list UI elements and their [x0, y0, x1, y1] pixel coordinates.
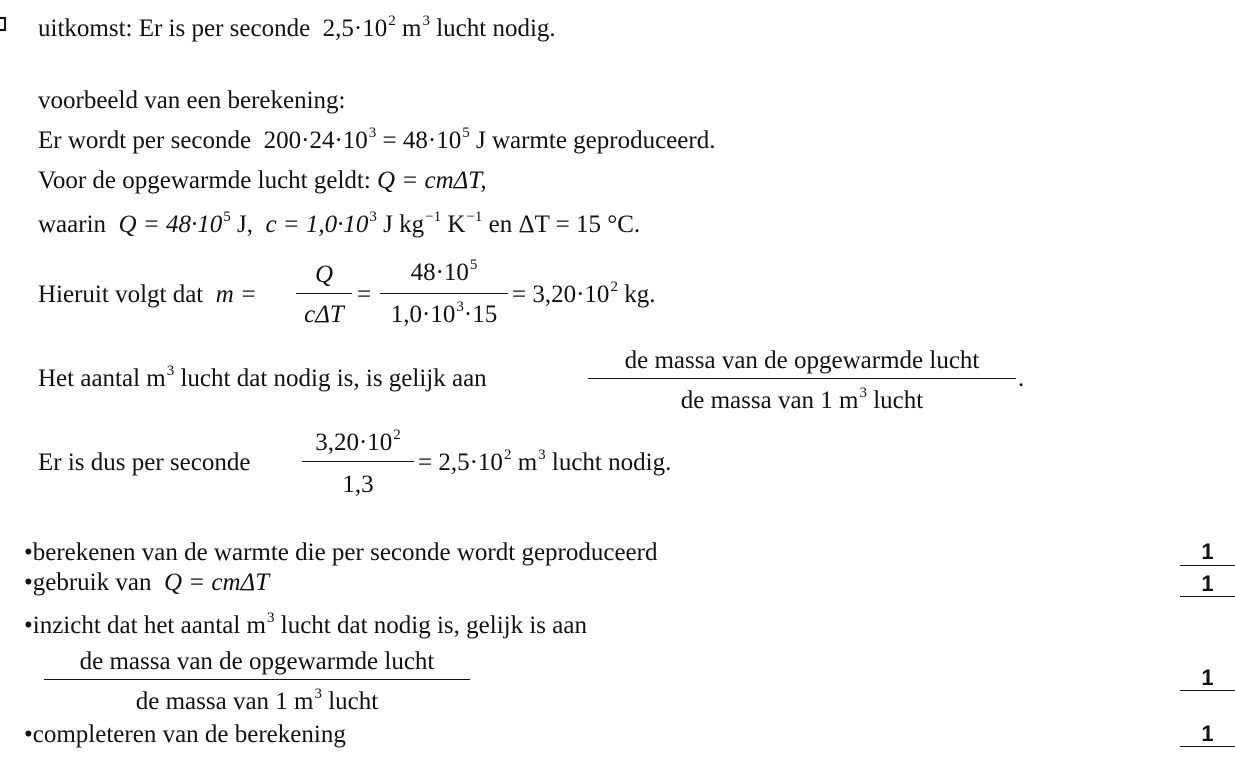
final-result	[418, 447, 672, 476]
line6-result: = 2,5·10	[418, 449, 503, 476]
fraction-final	[302, 428, 414, 500]
line4-eq: =	[357, 281, 372, 308]
bullet-icon: •	[24, 721, 33, 748]
frac2-den-text: 1,0·10	[390, 301, 456, 328]
score-underline	[1180, 596, 1235, 597]
frac-final-numerator	[302, 427, 414, 456]
frac2-numerator	[380, 257, 508, 286]
fraction-numeric	[380, 258, 508, 330]
line3-c-unit-a: J kg	[383, 211, 425, 238]
line1-expr-a: 200·24·10	[263, 127, 368, 154]
scoring-text: completeren van de berekening	[32, 721, 346, 748]
line3-c-unit-b: K	[447, 211, 466, 238]
checkbox-icon	[0, 17, 6, 31]
heat-production-line	[38, 125, 716, 154]
line3-q-exp: 5	[223, 209, 231, 225]
fraction-q-over-cdt	[296, 262, 352, 328]
line3-q-unit: J,	[236, 211, 253, 238]
line4-unit: kg.	[624, 281, 656, 308]
fraction-bar	[296, 293, 352, 294]
scoring-item	[24, 610, 587, 639]
line2-pre: Voor de opgewarmde lucht geldt:	[38, 167, 371, 194]
line6-tail: lucht nodig.	[551, 449, 672, 476]
result-unit: m	[402, 15, 422, 42]
frac-mass-numerator: de massa van de opgewarmde lucht	[624, 347, 980, 374]
scoring-item	[24, 540, 657, 565]
frac1-denominator: cΔT	[304, 301, 344, 328]
frac-mass-den-b: lucht	[873, 387, 924, 414]
line1-exp-a: 3	[368, 125, 377, 141]
fraction-bar	[380, 293, 508, 294]
bullet-icon: •	[24, 539, 33, 566]
example-heading: voorbeeld van een berekening:	[38, 87, 346, 114]
scoring-fraction	[44, 647, 470, 717]
score-underline	[1180, 690, 1235, 691]
bullet-icon: •	[24, 612, 33, 639]
scoring-exp: 3	[267, 610, 275, 626]
line3-q: Q = 48·10	[118, 211, 223, 238]
frac2-den-tail: ·15	[463, 301, 498, 328]
score-points: 1	[1201, 721, 1214, 746]
scoring-frac-den-b: lucht	[328, 688, 379, 715]
volume-line-pre	[38, 363, 487, 392]
score-underline	[1180, 565, 1235, 566]
frac2-denominator	[380, 299, 508, 328]
scoring-text: gebruik van	[32, 569, 152, 596]
scoring-text: berekenen van de warmte die per seconde wordt geproduceerd	[32, 539, 658, 566]
result-exp: 2	[388, 13, 396, 29]
line4-m: m =	[215, 281, 257, 308]
scoring-frac-den-a: de massa van 1 m	[135, 688, 314, 715]
scoring-text: inzicht dat het aantal m	[32, 612, 267, 639]
line6-unit: m	[517, 449, 538, 476]
scoring-text-post: lucht dat nodig is, gelijk is aan	[280, 612, 587, 639]
formula-line	[38, 168, 487, 193]
fraction-bar	[302, 461, 414, 462]
line6-pre: Er is dus per seconde	[38, 449, 251, 476]
result-unit-exp: 3	[422, 13, 430, 29]
line5-dot: .	[1018, 365, 1025, 392]
frac1-numerator: Q	[314, 261, 334, 288]
scoring-frac-numerator: de massa van de opgewarmde lucht	[79, 648, 435, 675]
line3-c-exp: 3	[369, 209, 377, 225]
frac2-num-exp: 5	[469, 257, 478, 273]
frac-mass-denominator	[588, 385, 1016, 414]
fraction-bar	[44, 679, 470, 680]
line4-result: = 3,20·10	[512, 281, 610, 308]
given-values-line	[38, 209, 641, 238]
mass-result	[512, 279, 656, 308]
scoring-formula: Q = cmΔT	[163, 569, 270, 596]
scoring-frac-den-exp: 3	[314, 686, 322, 702]
score-points: 1	[1201, 665, 1214, 690]
result-line	[38, 13, 556, 42]
frac-final-num-exp: 2	[393, 427, 401, 443]
bullet-icon: •	[24, 569, 33, 596]
line5-pre-exp: 3	[166, 363, 175, 379]
line3-c-unit-b-exp: −1	[466, 209, 483, 225]
frac2-num-text: 48·10	[410, 259, 469, 286]
line6-unit-exp: 3	[538, 447, 546, 463]
line3-dt: en ΔT = 15 °C.	[488, 211, 641, 238]
result-value: 2,5·10	[322, 15, 388, 42]
line1-expr-b: = 48·10	[376, 127, 462, 154]
frac-mass-den-a: de massa van 1 m	[680, 387, 859, 414]
frac2-den-exp: 3	[456, 299, 464, 315]
mass-line-pre	[38, 282, 257, 307]
score-underline	[1180, 746, 1235, 747]
line1-exp-b: 5	[462, 125, 470, 141]
line4-pre: Hieruit volgt dat	[38, 281, 204, 308]
result-tail: lucht nodig.	[436, 15, 556, 42]
frac-mass-den-exp: 3	[859, 385, 867, 401]
line5-mid: lucht dat nodig is, is gelijk aan	[180, 365, 487, 392]
line5-pre: Het aantal m	[38, 365, 166, 392]
line1-pre: Er wordt per seconde	[38, 127, 252, 154]
line3-pre: waarin	[38, 211, 107, 238]
score-points: 1	[1201, 571, 1214, 596]
scoring-item	[24, 722, 346, 747]
line2-formula: Q = cmΔT,	[377, 167, 487, 194]
scoring-item	[24, 570, 269, 595]
line3-c: c = 1,0·10	[265, 211, 369, 238]
line1-post: J warmte geproduceerd.	[475, 127, 716, 154]
result-label: uitkomst: Er is per seconde	[38, 15, 311, 42]
fraction-bar	[588, 378, 1016, 379]
score-points: 1	[1201, 539, 1214, 564]
frac-final-num-text: 3,20·10	[315, 429, 393, 456]
line4-result-exp: 2	[610, 279, 618, 295]
scoring-frac-denominator	[44, 686, 470, 715]
line3-c-unit-a-exp: −1	[425, 209, 442, 225]
fraction-mass-ratio	[588, 346, 1016, 416]
line6-result-exp: 2	[503, 447, 512, 463]
frac-final-denominator: 1,3	[342, 471, 374, 498]
